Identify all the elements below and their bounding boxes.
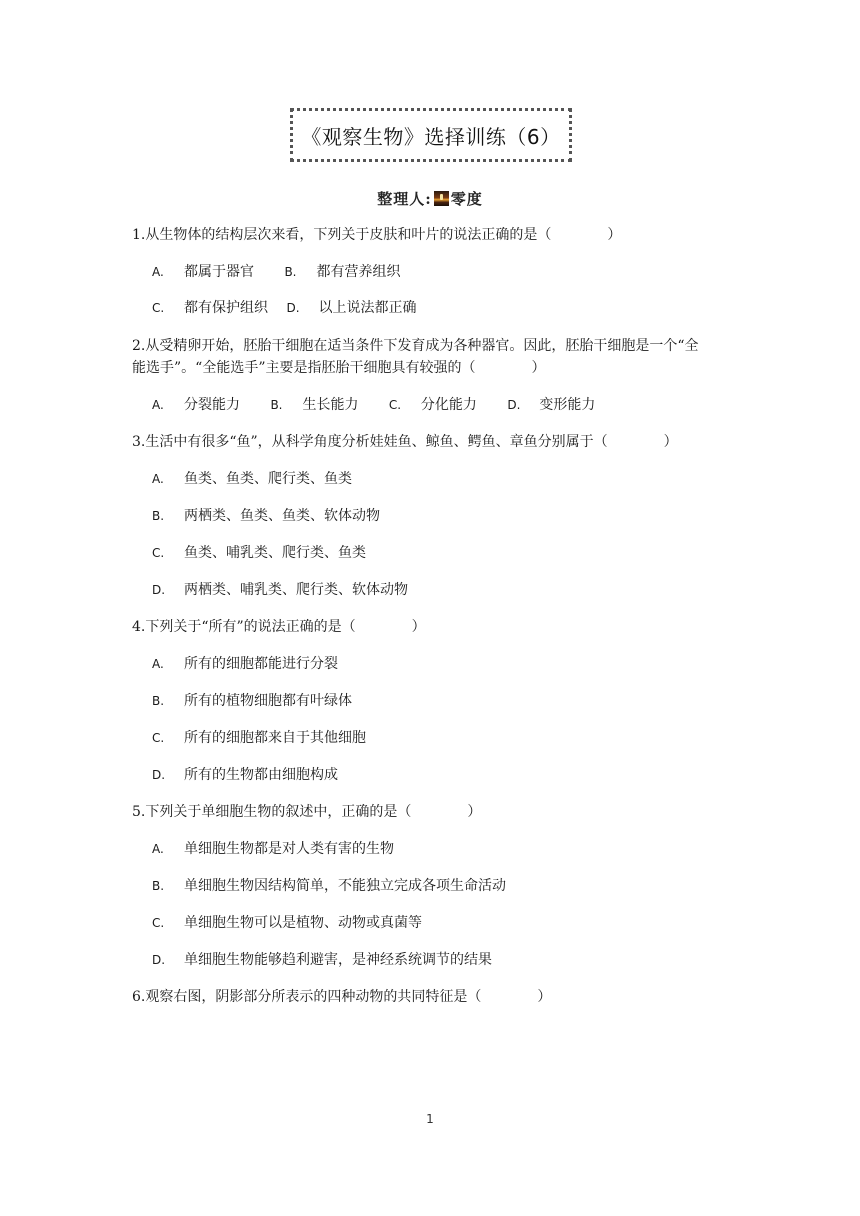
question-4-stem: 4.下列关于“所有”的说法正确的是（ ） — [132, 619, 426, 635]
question-1-options-row2 — [152, 298, 442, 318]
question-3-option-c: C. 鱼类、哺乳类、爬行类、鱼类 — [152, 545, 366, 561]
question-6-stem: 6.观察右图，阴影部分所表示的四种动物的共同特征是（ ） — [132, 989, 552, 1005]
question-5-stem: 5.下列关于单细胞生物的叙述中，正确的是（ ） — [132, 804, 482, 820]
question-1-option-d: D. 以上说法都正确 — [286, 300, 417, 316]
question-5-option-d: D. 单细胞生物能够趋利避害，是神经系统调节的结果 — [152, 952, 492, 968]
question-5-option-a: A. 单细胞生物都是对人类有害的生物 — [152, 841, 394, 857]
question-3-option-a: A. 鱼类、鱼类、爬行类、鱼类 — [152, 471, 352, 487]
question-3-option-b: B. 两栖类、鱼类、鱼类、软体动物 — [152, 508, 380, 524]
question-2-option-b: B. 生长能力 — [270, 397, 359, 413]
question-5-option-c: C. 单细胞生物可以是植物、动物或真菌等 — [152, 915, 422, 931]
organizer-label: 整理人: — [377, 190, 432, 208]
question-4-option-b: B. 所有的植物细胞都有叶绿体 — [152, 693, 352, 709]
question-2-options — [152, 395, 621, 415]
question-1-option-c: C. 都有保护组织 — [152, 300, 268, 316]
question-3-option-d: D. 两栖类、哺乳类、爬行类、软体动物 — [152, 582, 408, 598]
question-4-option-c: C. 所有的细胞都来自于其他细胞 — [152, 730, 366, 746]
question-1-option-a: A. 都属于器官 — [152, 264, 254, 280]
page-number: 1 — [426, 1112, 434, 1126]
question-1-option-b: B. 都有营养组织 — [284, 264, 401, 280]
organizer-line — [0, 188, 860, 209]
question-2-option-a: A. 分裂能力 — [152, 397, 240, 413]
question-3-stem: 3.生活中有很多“鱼”，从科学角度分析娃娃鱼、鲸鱼、鳄鱼、章鱼分别属于（ ） — [132, 434, 678, 450]
organizer-name: 零度 — [450, 190, 483, 208]
question-2-option-d: D. 变形能力 — [507, 397, 596, 413]
worksheet-title: 《观察生物》选择训练（6） — [290, 108, 572, 162]
question-5-option-b: B. 单细胞生物因结构简单，不能独立完成各项生命活动 — [152, 878, 506, 894]
question-4-option-a: A. 所有的细胞都能进行分裂 — [152, 656, 338, 672]
question-1-stem: 1.从生物体的结构层次来看，下列关于皮肤和叶片的说法正确的是（ ） — [132, 227, 622, 243]
question-1-options-row1 — [152, 262, 426, 282]
sunset-icon — [434, 191, 449, 206]
question-2-option-c: C. 分化能力 — [388, 397, 477, 413]
question-4-option-d: D. 所有的生物都由细胞构成 — [152, 767, 338, 783]
question-2-stem-line2: 能选手”。“全能选手”主要是指胚胎干细胞具有较强的（ ） — [132, 360, 546, 376]
question-2-stem-line1: 2.从受精卵开始，胚胎干细胞在适当条件下发育成为各种器官。因此，胚胎干细胞是一个“全 — [132, 338, 699, 354]
